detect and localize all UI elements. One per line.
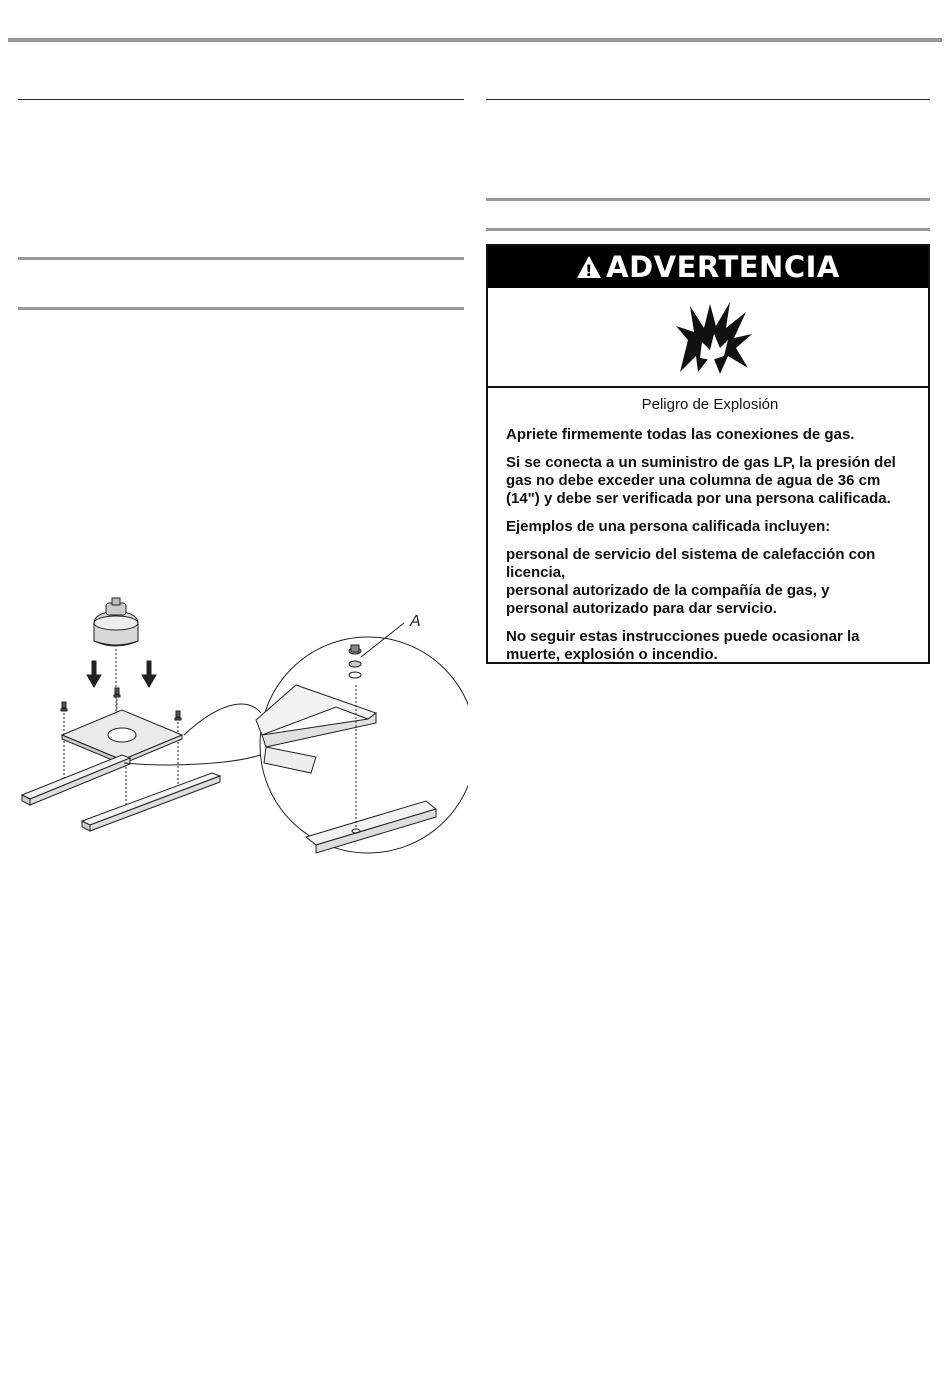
callout-label-a: A (410, 613, 421, 630)
alert-triangle-icon (576, 255, 602, 279)
warning-icon-area (488, 288, 928, 388)
warning-title: ADVERTENCIA (606, 250, 840, 284)
qualified-person-examples (506, 546, 914, 618)
right-section-rule-1 (486, 99, 930, 100)
warning-paragraph-1: Apriete firmemente todas las conexiones de gas. (506, 426, 855, 443)
example-2: personal autorizado de la compañía de gas, y (506, 582, 830, 599)
warning-header (488, 246, 928, 288)
alert-symbol: ! (585, 261, 594, 279)
warning-box (486, 244, 930, 664)
lp-tank-installation-figure (16, 595, 468, 860)
warning-body (506, 396, 914, 674)
down-arrows (87, 661, 156, 687)
explosion-icon (674, 298, 754, 378)
hazard-name: Peligro de Explosión (641, 396, 779, 413)
left-section-rule-2 (18, 257, 464, 260)
floor-rail-right (82, 773, 220, 825)
left-section-rule-1 (18, 99, 464, 100)
example-3: personal autorizado para dar servicio. (506, 600, 777, 617)
warning-paragraph-2: Si se conecta a un suministro de gas LP, la presión del gas no debe exceder una columna de agua de 36 cm (14") y debe ser verificada por una persona calificada. (506, 454, 896, 507)
warning-consequence: No seguir estas instrucciones puede ocasionar la muerte, explosión o incendio. (506, 628, 860, 663)
floor-rail-left (22, 755, 130, 799)
example-1: personal de servicio del sistema de calefacción con licencia, (506, 546, 876, 581)
left-section-rule-3 (18, 307, 464, 310)
right-section-rule-3 (486, 228, 930, 231)
warning-paragraph-3: Ejemplos de una persona calificada incluyen: (506, 518, 831, 535)
top-rule (8, 38, 942, 42)
right-section-rule-2 (486, 198, 930, 201)
